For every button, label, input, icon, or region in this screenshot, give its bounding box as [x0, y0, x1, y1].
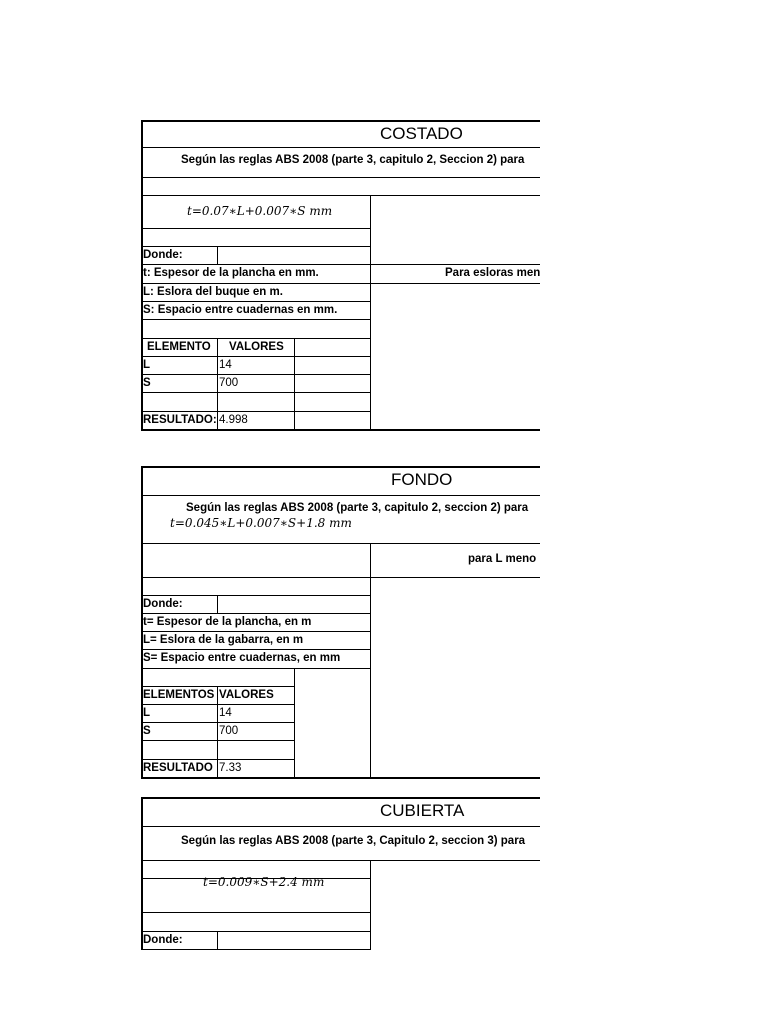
fondo-def-l: L= Eslora de la gabarra, en m [143, 634, 304, 646]
costado-header-elemento: ELEMENTO [147, 341, 211, 353]
cubierta-title: CUBIERTA [380, 801, 465, 820]
fondo-donde-label: Donde: [143, 598, 183, 610]
fondo-row-s-value: 700 [219, 725, 239, 737]
cubierta-subtitle: Según las reglas ABS 2008 (parte 3, Capitulo 2, seccion 3) para [181, 835, 526, 847]
costado-def-s: S: Espacio entre cuadernas en mm. [143, 304, 338, 316]
costado-row-l-value: 14 [219, 359, 232, 371]
fondo-def-t: t= Espesor de la plancha, en m [143, 616, 312, 628]
costado-def-t: t: Espesor de la plancha en mm. [143, 267, 319, 279]
fondo-side-note: para L meno [468, 553, 537, 565]
costado-result-label: RESULTADO: [143, 414, 217, 426]
fondo-def-s: S= Espacio entre cuadernas, en mm [143, 652, 341, 664]
fondo-result-value: 7.33 [219, 762, 242, 774]
fondo-row-l-value: 14 [219, 707, 232, 719]
costado-donde-label: Donde: [143, 249, 183, 261]
fondo-title: FONDO [391, 470, 453, 489]
costado-title: COSTADO [380, 124, 463, 143]
costado-formula: t=0.07∗L+0.007∗S mm [187, 204, 333, 218]
fondo-row-l-label: L [143, 707, 151, 719]
fondo-header-elemento: ELEMENTOS [143, 689, 215, 701]
fondo-formula: t=0.045∗L+0.007∗S+1.8 mm [170, 516, 352, 530]
costado-def-l: L: Eslora del buque en m. [143, 286, 283, 298]
costado-row-l-label: L [143, 359, 151, 371]
costado-row-s-value: 700 [219, 377, 239, 389]
fondo-subtitle: Según las reglas ABS 2008 (parte 3, capitulo 2, seccion 2) para [186, 502, 529, 514]
fondo-header-valores: VALORES [219, 689, 274, 701]
costado-subtitle: Según las reglas ABS 2008 (parte 3, capitulo 2, Seccion 2) para [181, 154, 525, 166]
costado-result-value: 4.998 [219, 414, 248, 426]
cubierta-formula: t=0.009∗S+2.4 mm [203, 875, 325, 889]
fondo-row-s-label: S [143, 725, 151, 737]
costado-row-s-label: S [143, 377, 151, 389]
costado-side-note: Para esloras men [445, 267, 540, 279]
cubierta-donde-label: Donde: [143, 934, 183, 946]
fondo-result-label: RESULTADO [143, 762, 213, 774]
costado-header-valores: VALORES [229, 341, 284, 353]
